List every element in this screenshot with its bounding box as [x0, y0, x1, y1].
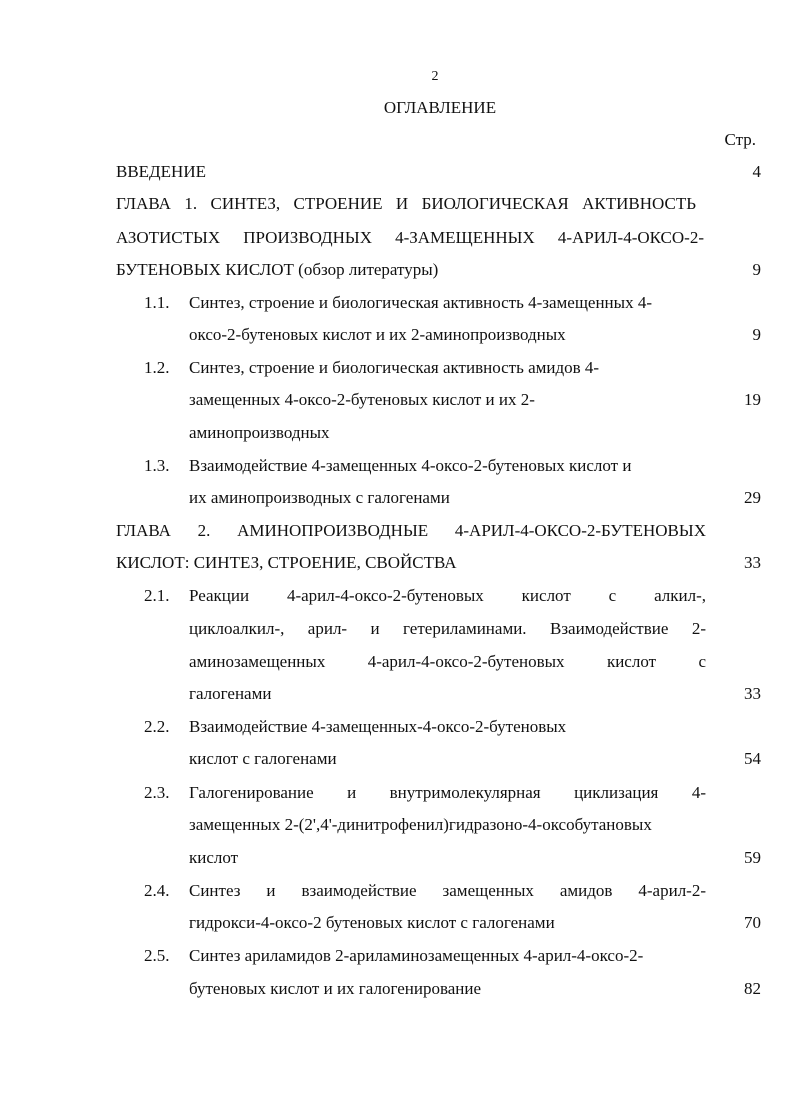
toc-page-2-4: 70	[744, 913, 761, 932]
toc-section-1-2-line2: замещенных 4-оксо-2-бутеновых кислот и их 2-	[189, 390, 535, 409]
toc-section-1-1-line2: оксо-2-бутеновых кислот и их 2-аминопроизводных	[189, 325, 566, 344]
toc-section-2-3-line2: замещенных 2-(2',4'-динитрофенил)гидразоно-4-оксобутановых	[189, 815, 652, 834]
toc-page-2-1: 33	[744, 684, 761, 703]
toc-page-1-2: 19	[744, 390, 761, 409]
toc-section-2-1-line3: аминозамещенных 4-арил-4-оксо-2-бутеновых кислот с	[189, 652, 706, 671]
toc-section-number: 1.3.	[144, 456, 170, 475]
toc-section-number: 1.1.	[144, 293, 170, 312]
toc-section-2-4-line2: гидрокси-4-оксо-2 бутеновых кислот с галогенами	[189, 913, 555, 932]
toc-section-number: 2.5.	[144, 946, 170, 965]
toc-page-2-5: 82	[744, 979, 761, 998]
toc-section-2-5-line2: бутеновых кислот и их галогенирование	[189, 979, 482, 998]
toc-page-chapter2: 33	[744, 553, 761, 572]
toc-chapter1-line1: ГЛАВА 1. СИНТЕЗ, СТРОЕНИЕ И БИОЛОГИЧЕСКАЯ АКТИВНОСТЬ	[116, 194, 696, 213]
toc-chapter2-line2: КИСЛОТ: СИНТЕЗ, СТРОЕНИЕ, СВОЙСТВА	[116, 553, 457, 572]
page-column-label: Стр.	[724, 130, 756, 149]
toc-page-intro: 4	[752, 162, 761, 181]
toc-heading: ОГЛАВЛЕНИЕ	[383, 98, 497, 117]
toc-section-2-3-line3: кислот	[189, 848, 239, 867]
toc-chapter2-line1: ГЛАВА 2. АМИНОПРОИЗВОДНЫЕ 4-АРИЛ-4-ОКСО-2-БУТЕНОВЫХ	[116, 521, 706, 540]
toc-section-2-2-line1: Взаимодействие 4-замещенных-4-оксо-2-бутеновых	[189, 717, 567, 736]
toc-section-number: 1.2.	[144, 358, 170, 377]
toc-section-number: 2.4.	[144, 881, 170, 900]
toc-page-2-2: 54	[744, 749, 761, 768]
toc-entry-intro: ВВЕДЕНИЕ	[116, 162, 206, 181]
toc-section-2-4-line1: Синтез и взаимодействие замещенных амидов 4-арил-2-	[189, 881, 706, 900]
toc-section-2-2-line2: кислот с галогенами	[189, 749, 337, 768]
toc-page-1-3: 29	[744, 488, 761, 507]
toc-section-2-1-line1: Реакции 4-арил-4-оксо-2-бутеновых кислот с алкил-,	[189, 586, 706, 605]
toc-section-2-1-line4: галогенами	[189, 684, 272, 703]
toc-section-number: 2.2.	[144, 717, 170, 736]
page-number: 2	[431, 69, 439, 84]
toc-chapter1-line3: БУТЕНОВЫХ КИСЛОТ (обзор литературы)	[116, 260, 439, 279]
toc-section-1-3-line1: Взаимодействие 4-замещенных 4-оксо-2-бутеновых кислот и	[189, 456, 632, 475]
toc-page-1-1: 9	[752, 325, 761, 344]
toc-section-1-1-line1: Синтез, строение и биологическая активность 4-замещенных 4-	[189, 293, 652, 312]
toc-section-2-1-line2: циклоалкил-, арил- и гетериламинами. Взаимодействие 2-	[189, 619, 706, 638]
toc-section-1-2-line1: Синтез, строение и биологическая активность амидов 4-	[189, 358, 600, 377]
toc-section-2-5-line1: Синтез ариламидов 2-ариламинозамещенных 4-арил-4-оксо-2-	[189, 946, 644, 965]
toc-section-number: 2.1.	[144, 586, 170, 605]
toc-chapter1-line2: АЗОТИСТЫХ ПРОИЗВОДНЫХ 4-ЗАМЕЩЕННЫХ 4-АРИЛ-4-ОКСО-2-	[116, 228, 704, 247]
toc-page-2-3: 59	[744, 848, 761, 867]
toc-section-2-3-line1: Галогенирование и внутримолекулярная циклизация 4-	[189, 783, 706, 802]
toc-section-1-2-line3: аминопроизводных	[189, 423, 330, 442]
toc-section-1-3-line2: их аминопроизводных с галогенами	[189, 488, 450, 507]
toc-section-number: 2.3.	[144, 783, 170, 802]
toc-page-chapter1: 9	[752, 260, 761, 279]
